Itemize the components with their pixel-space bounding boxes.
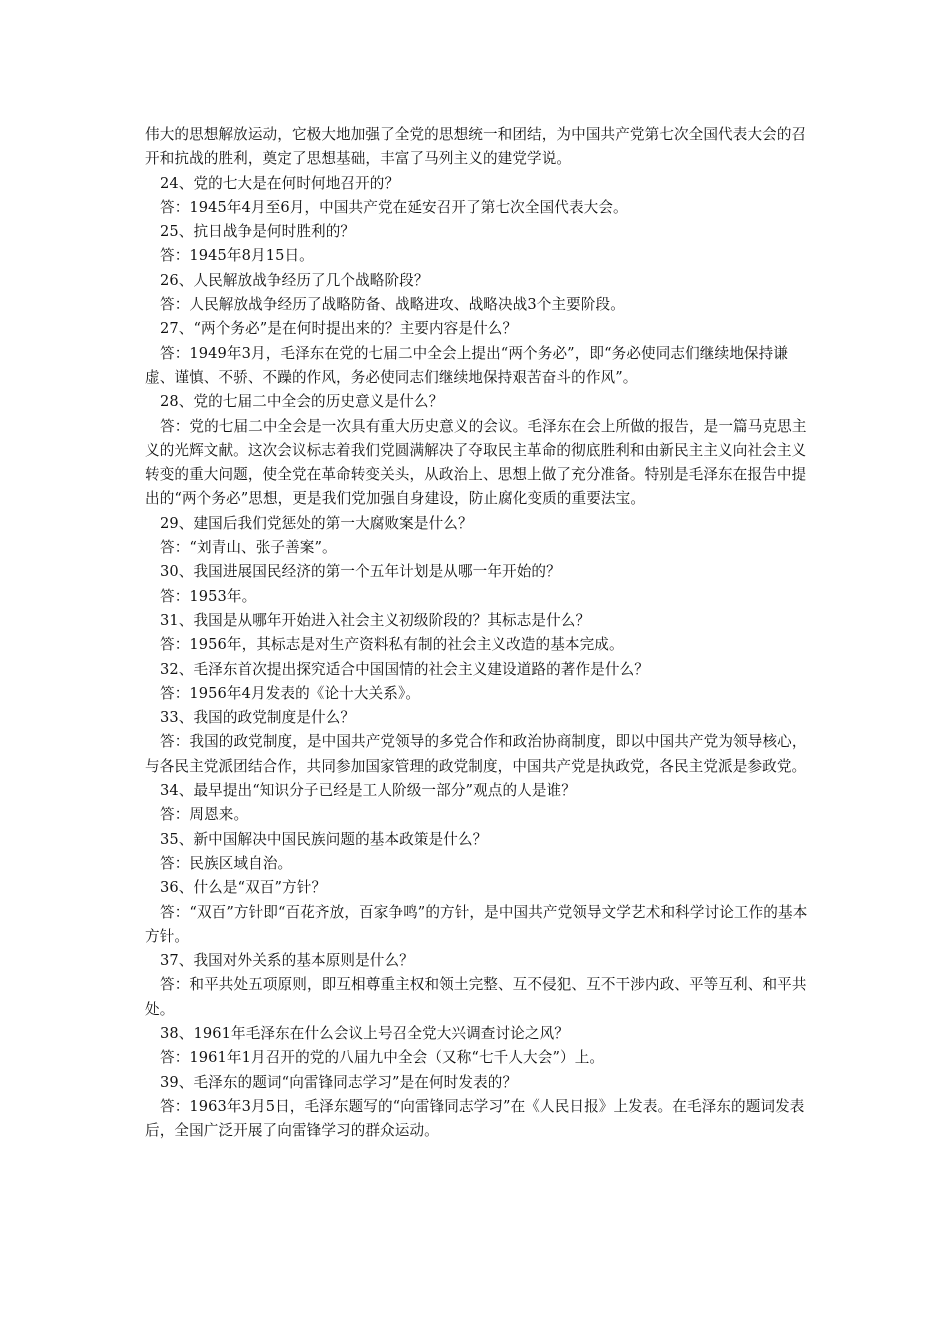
question-25: 25、抗日战争是何时胜利的？ (160, 223, 356, 241)
answer-34: 答：周恩来。 (160, 806, 249, 824)
answer-33: 答：我国的政党制度，是中国共产党领导的多党合作和政治协商制度，即以中国共产党为领导核心，与各民主党派团结合作，共同参加国家管理的政党制度，中国共产党是执政党，各民主党派是参政党。 (145, 733, 807, 775)
answer-31: 答：1956年，其标志是对生产资料私有制的社会主义改造的基本完成。 (160, 636, 624, 654)
paragraph-continuation: 伟大的思想解放运动，它极大地加强了全党的思想统一和团结，为中国共产党第七次全国代表大会的召开和抗战的胜利，奠定了思想基础，丰富了马列主义的建党学说。 (145, 126, 807, 168)
question-27: 27、“两个务必”是在何时提出来的？主要内容是什么？ (160, 320, 518, 338)
answer-26: 答：人民解放战争经历了战略防备、战略进攻、战略决战3个主要阶段。 (160, 296, 625, 314)
question-32: 32、毛泽东首次提出探究适合中国国情的社会主义建设道路的著作是什么？ (160, 660, 649, 678)
question-37: 37、我国对外关系的基本原则是什么？ (160, 952, 414, 970)
question-35: 35、新中国解决中国民族问题的基本政策是什么？ (160, 830, 488, 848)
document-body (145, 123, 810, 1143)
question-34: 34、最早提出“知识分子已经是工人阶级一部分”观点的人是谁？ (160, 782, 576, 800)
question-31: 31、我国是从哪年开始进入社会主义初级阶段的？其标志是什么？ (160, 611, 591, 629)
answer-32: 答：1956年4月发表的《论十大关系》。 (160, 684, 421, 702)
answer-30: 答：1953年。 (160, 587, 257, 605)
question-38: 38、1961年毛泽东在什么会议上号召全党大兴调查讨论之风？ (160, 1024, 569, 1042)
question-33: 33、我国的政党制度是什么？ (160, 709, 356, 727)
answer-27: 答：1949年3月，毛泽东在党的七届二中全会上提出“两个务必”，即“务必使同志们继续地保持谦虚、谨慎、不骄、不躁的作风，务必使同志们继续地保持艰苦奋斗的作风”。 (145, 344, 788, 386)
answer-36: 答：“双百”方针即“百花齐放，百家争鸣”的方针，是中国共产党领导文学艺术和科学讨论工作的基本方针。 (145, 903, 808, 945)
question-39: 39、毛泽东的题词“向雷锋同志学习”是在何时发表的？ (160, 1073, 518, 1091)
question-36: 36、什么是“双百”方针？ (160, 879, 327, 897)
answer-37: 答：和平共处五项原则，即互相尊重主权和领土完整、互不侵犯、互不干涉内政、平等互利、和平共处。 (145, 976, 807, 1018)
answer-25: 答：1945年8月15日。 (160, 247, 314, 265)
answer-28: 答：党的七届二中全会是一次具有重大历史意义的会议。毛泽东在会上所做的报告，是一篇马克思主义的光辉文献。这次会议标志着我们党圆满解决了夺取民主革命的彻底胜利和由新民主主义向社会主义转变的重大问题，使全党在革命转变关头，从政治上、思想上做了充分准备。特别是毛泽东在报告中提出的“两个务必”思想，更是我们党加强自身建设，防止腐化变质的重要法宝。 (145, 417, 807, 508)
question-24: 24、党的七大是在何时何地召开的？ (160, 174, 400, 192)
answer-35: 答：民族区域自治。 (160, 854, 293, 872)
answer-24: 答：1945年4月至6月，中国共产党在延安召开了第七次全国代表大会。 (160, 198, 628, 216)
answer-38: 答：1961年1月召开的党的八届九中全会（又称“七千人大会”）上。 (160, 1049, 605, 1067)
answer-39: 答：1963年3月5日，毛泽东题写的“向雷锋同志学习”在《人民日报》上发表。在毛泽东的题词发表后，全国广泛开展了向雷锋学习的群众运动。 (145, 1097, 805, 1140)
question-28: 28、党的七届二中全会的历史意义是什么？ (160, 393, 444, 411)
question-30: 30、我国进展国民经济的第一个五年计划是从哪一年开始的？ (160, 563, 561, 581)
question-26: 26、人民解放战争经历了几个战略阶段？ (160, 271, 429, 289)
answer-29: 答：“刘青山、张子善案”。 (160, 539, 337, 557)
question-29: 29、建国后我们党惩处的第一大腐败案是什么？ (160, 514, 473, 532)
